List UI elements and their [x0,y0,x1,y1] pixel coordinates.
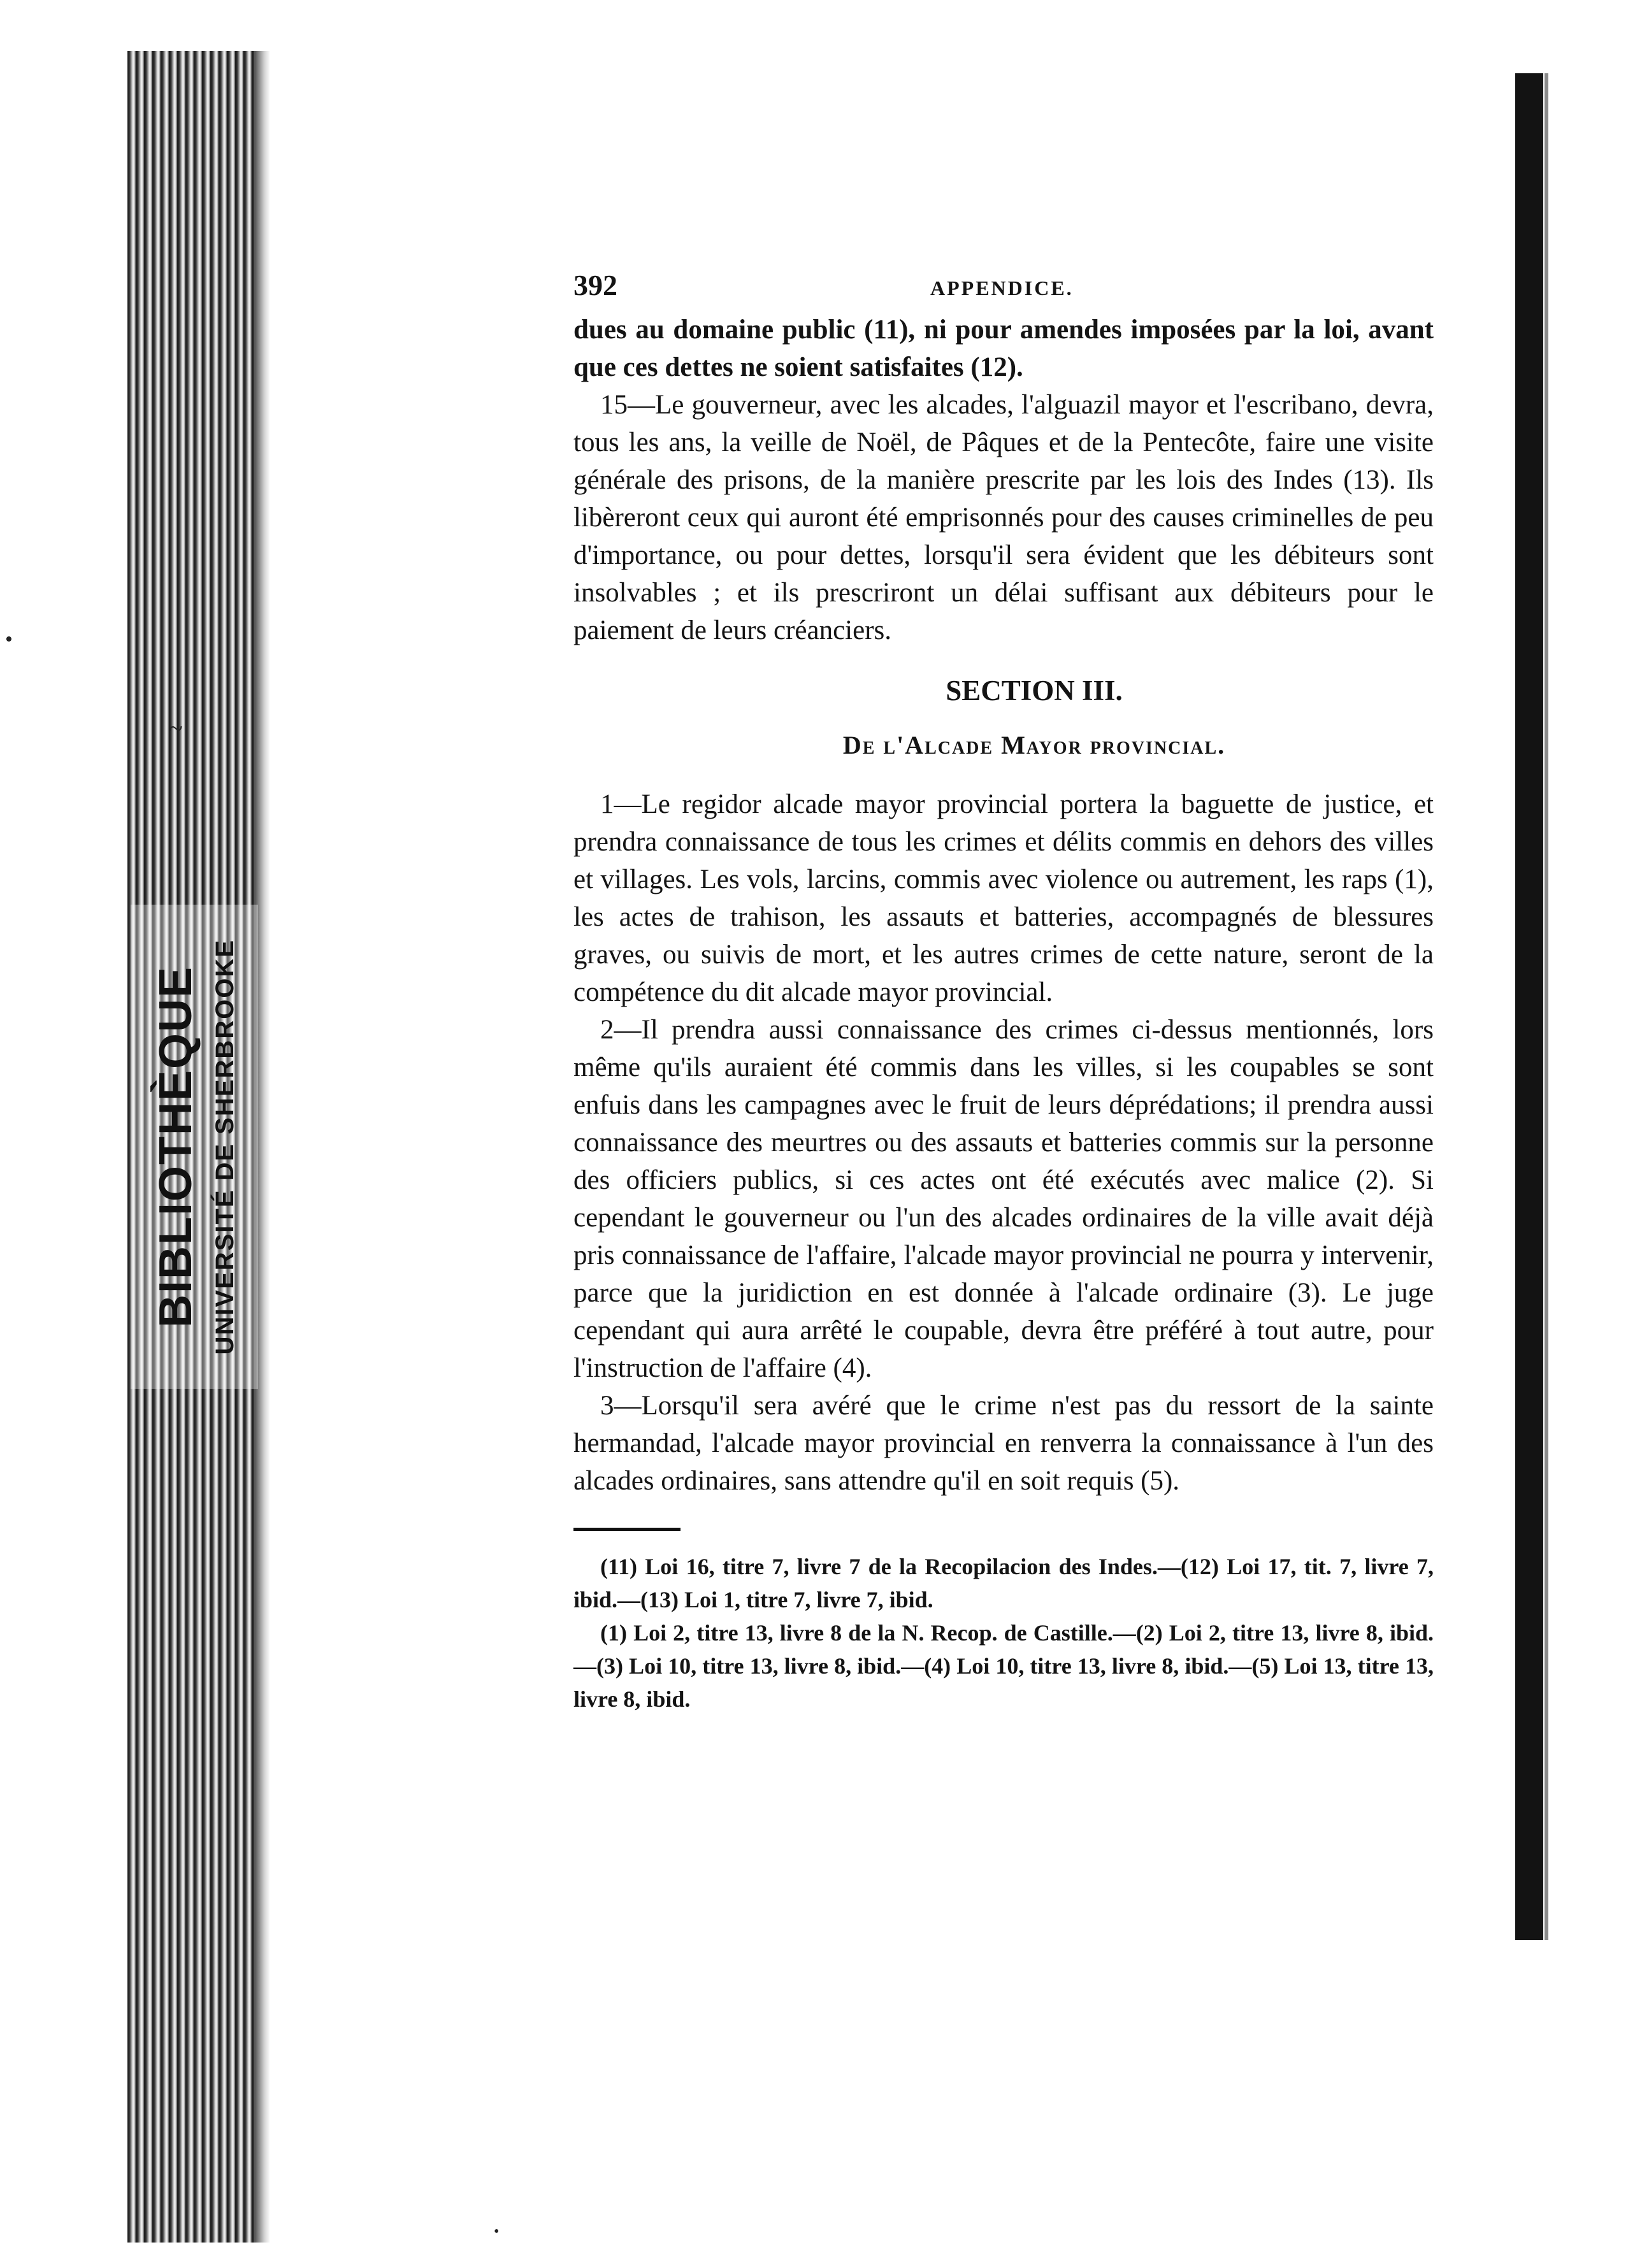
page-header [573,266,1434,311]
library-stamp [131,905,258,1389]
right-page-edge-line [1545,73,1548,1940]
section-title: SECTION III. [946,675,1123,707]
section-subtitle: De l'Alcade Mayor provincial. [842,731,1226,759]
stamp-university-name: UNIVERSITÉ DE SHERBROOKE [210,938,239,1355]
article-3: 3—Lorsqu'il sera avéré que le crime n'est pas du ressort de la sainte hermandad, l'alcade mayor provincial en renverra la connaissance à l'un des alcades ordinaires, sans attendre qu'il en soit requis (5). [573,1391,1434,1496]
page-number: 392 [573,269,617,301]
stamp-library-name: BIBLIOTHÈQUE [150,965,201,1328]
scan-speck: • [5,628,13,651]
article-15: 15—Le gouverneur, avec les alcades, l'alguazil mayor et l'escribano, devra, tous les ans, la veille de Noël, de Pâques et de la Pentecôte, faire une visite générale des prisons, de la manière prescrite par les lois des Indes (13). Ils libèreront ceux qui auront été emprisonnés pour des causes criminelles de peu d'importance, ou pour dettes, lorsqu'il sera évident que les débiteurs sont insolvables ; et ils prescriront un délai suffisant aux débiteurs pour le paiement de leurs créanciers. [573,390,1434,645]
book-page [573,266,1434,1716]
right-page-edge [1515,73,1543,1940]
scan-speck: ~ [169,714,183,743]
article-2: 2—Il prendra aussi connaissance des crimes ci-dessus mentionnés, lors même qu'ils auraient été commis dans les villes, si les coupables se sont enfuis dans les campagnes avec le fruit de leurs déprédations; il prendra aussi connaissance des meurtres ou des assauts et batteries commis sur la personne des officiers publics, si ces actes ont été exécutés avec malice (2). Si cependant le gouverneur ou l'un des alcades ordinaires de la ville avait déjà pris connaissance de l'affaire, l'alcade mayor provincial ne pourra y intervenir, parce que la juridiction en est donnée à l'alcade ordinaire (3). Le juge cependant qui aura arrêté le coupable, devra être préféré à tout autre, pour l'instruction de l'affaire (4). [573,1015,1434,1383]
article-1: 1—Le regidor alcade mayor provincial portera la baguette de justice, et prendra connaissance de tous les crimes et délits commis en dehors des villes et villages. Les vols, larcins, commis avec violence ou autrement, les raps (1), les actes de trahison, les assauts et batteries, accompagnés de blessures graves, ou suivis de mort, et les autres crimes de cette nature, seront de la compétence du dit alcade mayor provincial. [573,789,1434,1007]
continued-paragraph: dues au domaine public (11), ni pour amendes imposées par la loi, avant que ces dettes ne soient satisfaites (12). [573,315,1434,382]
footnote-block-1: (11) Loi 16, titre 7, livre 7 de la Recopilacion des Indes.—(12) Loi 17, tit. 7, livre 7, ibid.—(13) Loi 1, titre 7, livre 7, ibid. [573,1554,1434,1612]
running-head: APPENDICE. [930,276,1074,299]
footnote-rule [573,1528,681,1531]
scan-speck: • [494,2223,500,2240]
footnote-block-2: (1) Loi 2, titre 13, livre 8 de la N. Recop. de Castille.—(2) Loi 2, titre 13, livre 8, ibid.—(3) Loi 10, titre 13, livre 8, ibid.—(4) Loi 10, titre 13, livre 8, ibid.—(5) Loi 13, titre 13, livre 8, ibid. [573,1620,1434,1712]
